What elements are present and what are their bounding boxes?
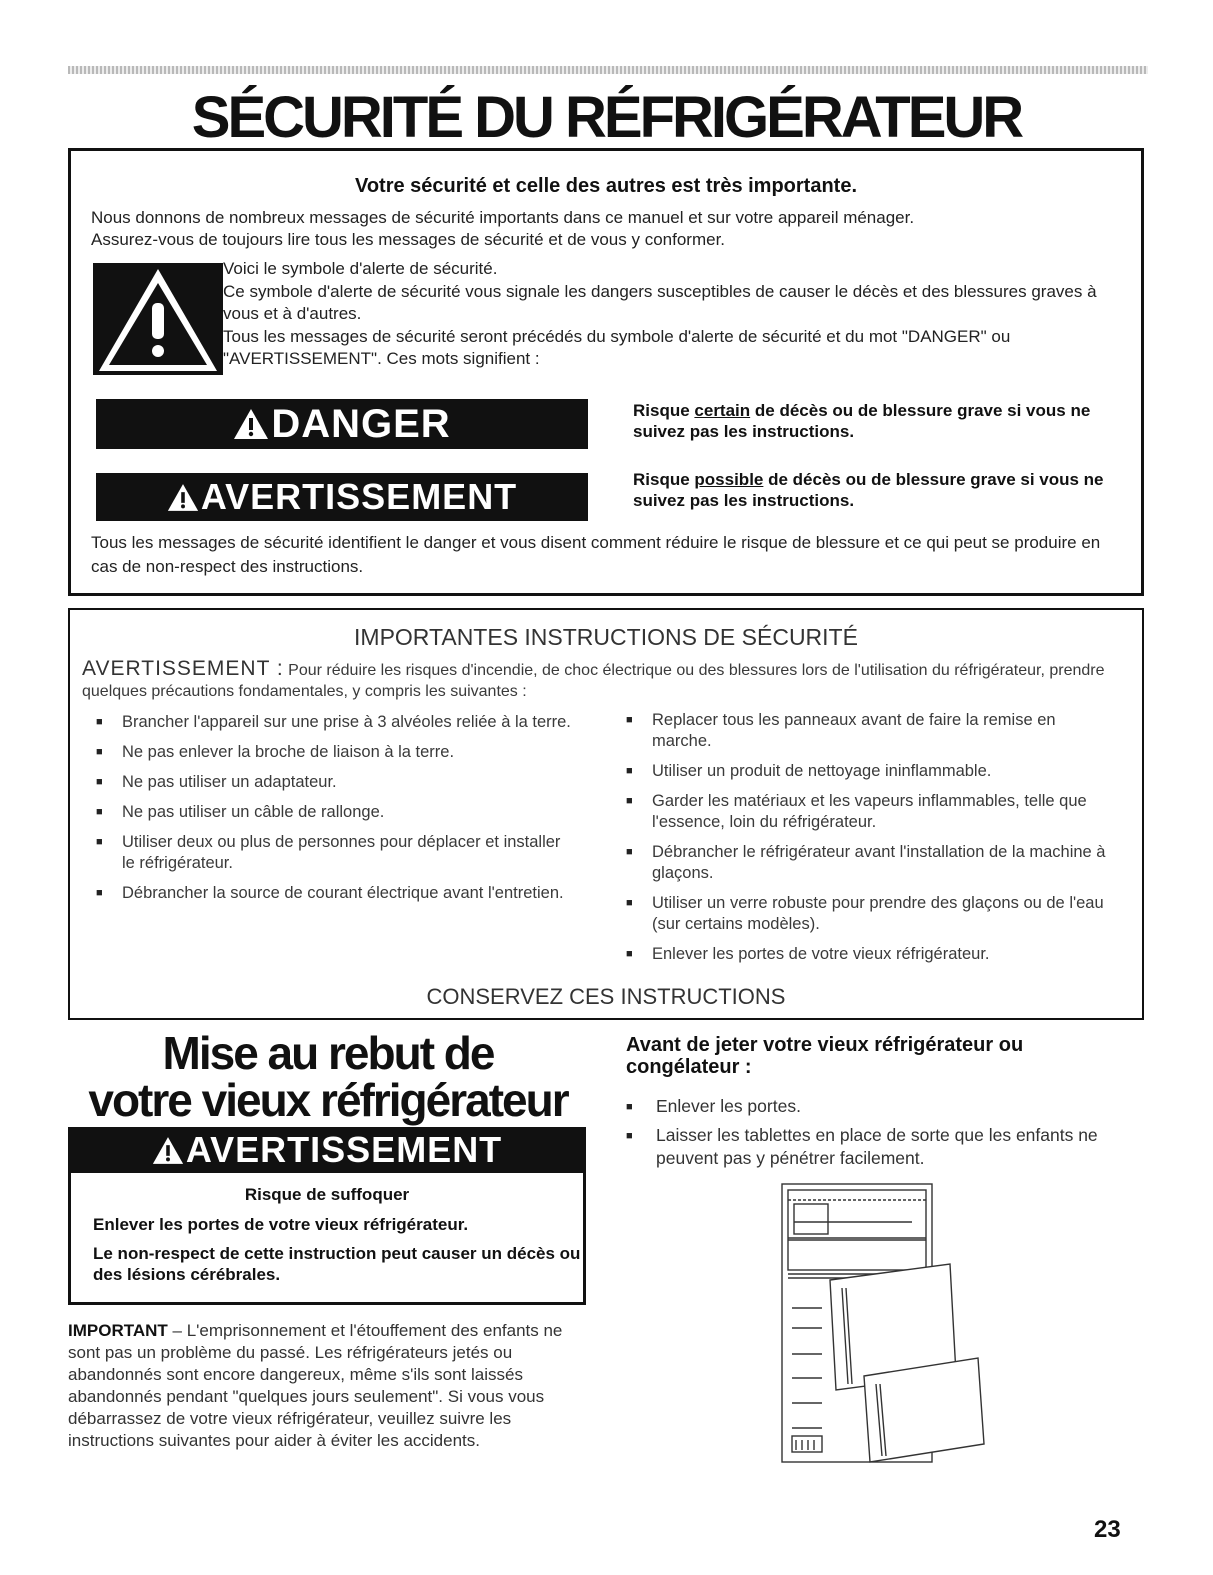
- list-item: ■ Replacer tous les panneaux avant de faire la remise en marche.: [626, 710, 1106, 752]
- instructions-warning-text: Pour réduire les risques d'incendie, de choc électrique ou des blessures lors de l'utilisation du réfrigérateur, prendre quelques précautions fondamentales, y compris les suivantes :: [82, 662, 1105, 700]
- warning-meaning-pre: Risque: [633, 470, 695, 489]
- instructions-left-list: [96, 712, 576, 913]
- safety-info-box: [68, 148, 1144, 596]
- intro-line-2: Assurez-vous de toujours lire tous les messages de sécurité et de vous y conformer.: [91, 230, 726, 249]
- list-item: ■ Ne pas utiliser un adaptateur.: [96, 772, 576, 793]
- before-disposal-list: [626, 1095, 1146, 1176]
- consequence-text: Le non-respect de cette instruction peut causer un décès ou des lésions cérébrales.: [93, 1244, 581, 1284]
- intro-line-1: Nous donnons de nombreux messages de sécurité importants dans ce manuel et sur votre appareil ménager.: [91, 208, 915, 227]
- list-item: ■ Enlever les portes de votre vieux réfrigérateur.: [626, 944, 1106, 965]
- instructions-warning: [82, 658, 1132, 702]
- danger-label: DANGER: [271, 402, 451, 446]
- important-paragraph: [68, 1320, 588, 1452]
- list-item: ■ Garder les matériaux et les vapeurs inflammables, telle que l'essence, loin du réfrigérateur.: [626, 791, 1106, 833]
- list-item: ■ Débrancher le réfrigérateur avant l'installation de la machine à glaçons.: [626, 842, 1106, 884]
- disposal-title-line-2: votre vieux réfrigérateur: [88, 1074, 568, 1126]
- warning-meaning: [633, 469, 1123, 511]
- danger-sign: [96, 399, 588, 449]
- remove-doors-instruction: Enlever les portes de votre vieux réfrigérateur.: [93, 1215, 469, 1234]
- important-text: – L'emprisonnement et l'étouffement des enfants ne sont pas un problème du passé. Les réfrigérateurs jetés ou abandonnés sont encore dangereux, même s'ils sont laissés abandonnés pendant "quelques jours seulement". Si vous vous débarrassez de votre vieux réfrigérateur, veuillez suivre les instructions suivantes pour aider à éviter les accidents.: [68, 1321, 563, 1450]
- warning-lines: [71, 1184, 583, 1293]
- list-item: ■ Utiliser deux ou plus de personnes pour déplacer et installer le réfrigérateur.: [96, 832, 576, 874]
- page-title: SÉCURITÉ DU RÉFRIGÉRATEUR: [191, 85, 1022, 150]
- instructions-warning-label: AVERTISSEMENT :: [82, 657, 284, 680]
- page-number: 23: [1094, 1516, 1121, 1543]
- before-disposal-heading: Avant de jeter votre vieux réfrigérateur ou congélateur :: [626, 1034, 1024, 1078]
- safety-closing: Tous les messages de sécurité identifient le danger et vous disent comment réduire le risque de blessure et ce qui peut se produire en cas de non-respect des instructions.: [91, 533, 1101, 576]
- symbol-line-1: Voici le symbole d'alerte de sécurité.: [223, 259, 498, 278]
- important-instructions-box: [68, 608, 1144, 1020]
- save-instructions-footer: CONSERVEZ CES INSTRUCTIONS: [426, 984, 786, 1009]
- list-item: ■ Brancher l'appareil sur une prise à 3 alvéoles reliée à la terre.: [96, 712, 576, 733]
- warning-label: AVERTISSEMENT: [200, 476, 518, 517]
- refrigerator-doors-removed-illustration: [772, 1178, 994, 1470]
- warning-sign: [68, 1127, 586, 1173]
- safety-heading: Votre sécurité et celle des autres est très importante.: [354, 175, 858, 197]
- list-item: ■ Ne pas utiliser un câble de rallonge.: [96, 802, 576, 823]
- disposal-title: [68, 1027, 588, 1126]
- alert-triangle-icon: [233, 408, 269, 440]
- list-item: ■ Enlever les portes.: [626, 1095, 1146, 1118]
- alert-triangle-icon: [152, 1136, 184, 1165]
- danger-meaning: [633, 400, 1123, 442]
- alert-symbol-explanation: [223, 258, 1123, 371]
- important-label: IMPORTANT: [68, 1321, 168, 1340]
- symbol-line-3: Tous les messages de sécurité seront précédés du symbole d'alerte de sécurité et du mot "DANGER" ou "AVERTISSEMENT". Ces mots signifient :: [223, 327, 1011, 368]
- instructions-heading: IMPORTANTES INSTRUCTIONS DE SÉCURITÉ: [354, 624, 858, 650]
- top-decorative-band: [68, 66, 1148, 74]
- symbol-line-2: Ce symbole d'alerte de sécurité vous signale les dangers susceptibles de causer le décès et des blessures graves à vous et à d'autres.: [223, 282, 1097, 323]
- warning-sign: [96, 473, 588, 521]
- list-item: ■ Débrancher la source de courant électrique avant l'entretien.: [96, 883, 576, 904]
- danger-meaning-pre: Risque: [633, 401, 695, 420]
- instructions-right-list: [626, 710, 1106, 974]
- disposal-title-line-1: Mise au rebut de: [162, 1027, 494, 1079]
- danger-meaning-underlined: certain: [694, 401, 751, 420]
- list-item: ■ Ne pas enlever la broche de liaison à la terre.: [96, 742, 576, 763]
- suffocation-risk: Risque de suffoquer: [244, 1185, 410, 1204]
- warning-meaning-post: de décès ou de blessure grave si vous ne suivez pas les instructions.: [633, 470, 1104, 510]
- safety-intro: [91, 207, 1121, 251]
- suffocation-warning-box: [68, 1127, 586, 1305]
- list-item: ■ Laisser les tablettes en place de sorte que les enfants ne peuvent pas y pénétrer facilement.: [626, 1124, 1146, 1170]
- warning-meaning-underlined: possible: [694, 470, 764, 489]
- list-item: ■ Utiliser un produit de nettoyage ininflammable.: [626, 761, 1106, 782]
- list-item: ■ Utiliser un verre robuste pour prendre des glaçons ou de l'eau (sur certains modèles).: [626, 893, 1106, 935]
- danger-meaning-post: de décès ou de blessure grave si vous ne suivez pas les instructions.: [633, 401, 1091, 441]
- warning-label: AVERTISSEMENT: [185, 1129, 503, 1170]
- alert-triangle-icon: [167, 483, 199, 512]
- safety-alert-triangle-icon: [93, 263, 223, 375]
